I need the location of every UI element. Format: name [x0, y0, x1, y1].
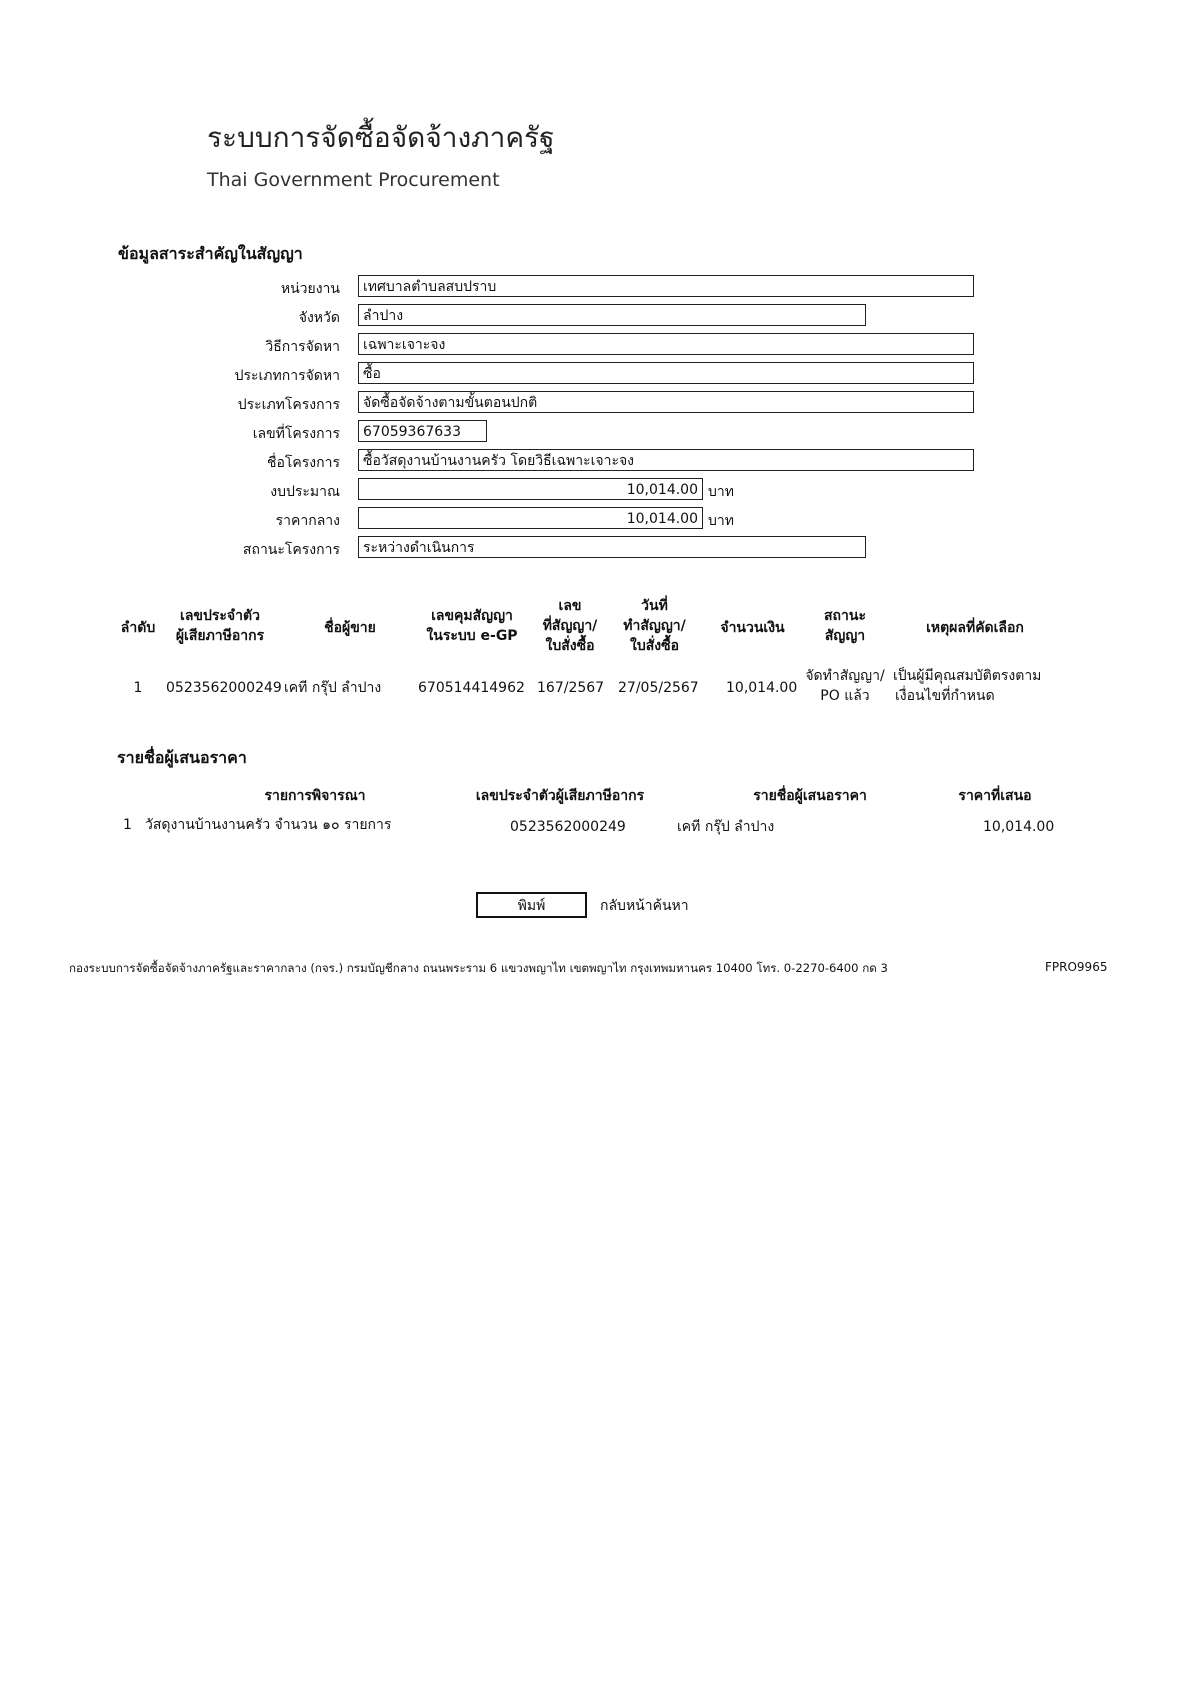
page-subtitle: Thai Government Procurement: [207, 169, 500, 191]
field-label-procurement-type: ประเภทการจัดหา: [234, 368, 340, 384]
col-header-contract-no-line3: ใบสั่งซื้อ: [545, 638, 595, 654]
field-procurement-type: ซื้อ: [358, 362, 974, 384]
field-label-median-price: ราคากลาง: [275, 513, 340, 529]
bidder-col-header-bidder: รายชื่อผู้เสนอราคา: [753, 788, 867, 804]
col-header-tax-id: [160, 606, 280, 646]
col-header-reason: เหตุผลที่คัดเลือก: [926, 620, 1024, 636]
footer-address: กองระบบการจัดซื้อจัดจ้างภาครัฐและราคากลาง (กจร.) กรมบัญชีกลาง ถนนพระราม 6 แขวงพญาไท เขตพญาไท กรุงเทพมหานคร 10400 โทร. 0-2270-6400 กด 3: [69, 961, 888, 975]
field-label-project-name: ชื่อโครงการ: [266, 455, 340, 471]
col-header-contract-date: [612, 596, 697, 656]
col-header-control-no: [412, 606, 532, 646]
field-project-type: จัดซื้อจัดจ้างตามขั้นตอนปกติ: [358, 391, 974, 413]
field-label-agency: หน่วยงาน: [280, 281, 340, 297]
field-label-project-type: ประเภทโครงการ: [237, 397, 340, 413]
median-price-unit: บาท: [708, 513, 734, 529]
bidder-row-name: เคที กรุ๊ป ลำปาง: [677, 819, 775, 835]
contract-row-amount: 10,014.00: [726, 680, 798, 696]
col-header-status-line1: สถานะ: [824, 608, 866, 624]
contract-row-tax-id: 0523562000249: [166, 680, 282, 696]
bidder-row-tax-id: 0523562000249: [510, 819, 626, 835]
bidder-row-item: วัสดุงานบ้านงานครัว จำนวน ๑๐ รายการ: [145, 817, 392, 833]
contract-row-contract-no: 167/2567: [537, 680, 605, 696]
back-to-search-link[interactable]: กลับหน้าค้นหา: [600, 898, 689, 914]
contract-row-reason: [893, 666, 1041, 706]
field-label-budget: งบประมาณ: [270, 484, 340, 500]
contract-row-reason-line2: เงื่อนไขที่กำหนด: [895, 688, 995, 704]
col-header-tax-id-line1: เลขประจำตัว: [180, 608, 260, 624]
field-method: เฉพาะเจาะจง: [358, 333, 974, 355]
col-header-contract-date-line1: วันที่: [641, 598, 668, 614]
field-label-project-number: เลขที่โครงการ: [252, 426, 340, 442]
contract-row-contract-date: 27/05/2567: [618, 680, 699, 696]
col-header-status-line2: สัญญา: [824, 628, 866, 644]
col-header-status: [800, 606, 890, 646]
contract-row-seller: เคที กรุ๊ป ลำปาง: [284, 680, 382, 696]
contract-info-heading: ข้อมูลสาระสำคัญในสัญญา: [118, 244, 303, 263]
col-header-control-no-line1: เลขคุมสัญญา: [431, 608, 513, 624]
bidder-row-no: 1: [123, 817, 132, 833]
col-header-seller: ชื่อผู้ขาย: [324, 620, 376, 636]
contract-row-reason-line1: เป็นผู้มีคุณสมบัติตรงตาม: [893, 668, 1042, 684]
bidders-heading: รายชื่อผู้เสนอราคา: [117, 748, 247, 767]
col-header-tax-id-line2: ผู้เสียภาษีอากร: [175, 628, 265, 644]
field-label-method: วิธีการจัดหา: [265, 339, 340, 355]
contract-row-status-line2: PO แล้ว: [820, 688, 870, 704]
col-header-contract-no: [530, 596, 610, 656]
col-header-no: ลำดับ: [120, 620, 156, 636]
contract-row-control-no: 670514414962: [418, 680, 525, 696]
col-header-control-no-line2: ในระบบ e-GP: [426, 628, 518, 644]
bidder-col-header-item: รายการพิจารณา: [264, 788, 366, 804]
field-agency: เทศบาลตำบลสบปราบ: [358, 275, 974, 297]
col-header-contract-no-line1: เลข: [558, 598, 582, 614]
field-project-name: ซื้อวัสดุงานบ้านงานครัว โดยวิธีเฉพาะเจาะจง: [358, 449, 974, 471]
contract-row-status: [800, 666, 890, 706]
field-median-price: 10,014.00: [358, 507, 703, 529]
field-label-province: จังหวัด: [298, 310, 340, 326]
bidder-row-price: 10,014.00: [983, 819, 1055, 835]
page-title: ระบบการจัดซื้อจัดจ้างภาครัฐ: [207, 121, 555, 154]
col-header-contract-date-line3: ใบสั่งซื้อ: [629, 638, 679, 654]
contract-row-status-line1: จัดทำสัญญา/: [805, 668, 885, 684]
bidder-col-header-tax-id: เลขประจำตัวผู้เสียภาษีอากร: [475, 788, 645, 804]
contract-row-no: 1: [133, 680, 143, 696]
col-header-contract-no-line2: ที่สัญญา/: [542, 618, 598, 634]
print-button[interactable]: พิมพ์: [476, 892, 587, 918]
bidder-col-header-price: ราคาที่เสนอ: [958, 788, 1032, 804]
field-project-status: ระหว่างดำเนินการ: [358, 536, 866, 558]
field-project-number: 67059367633: [358, 420, 487, 442]
budget-unit: บาท: [708, 484, 734, 500]
field-province: ลำปาง: [358, 304, 866, 326]
field-budget: 10,014.00: [358, 478, 703, 500]
col-header-amount: จำนวนเงิน: [720, 620, 785, 636]
footer-code: FPRO9965: [1045, 960, 1108, 974]
col-header-contract-date-line2: ทำสัญญา/: [623, 618, 686, 634]
field-label-project-status: สถานะโครงการ: [242, 542, 340, 558]
